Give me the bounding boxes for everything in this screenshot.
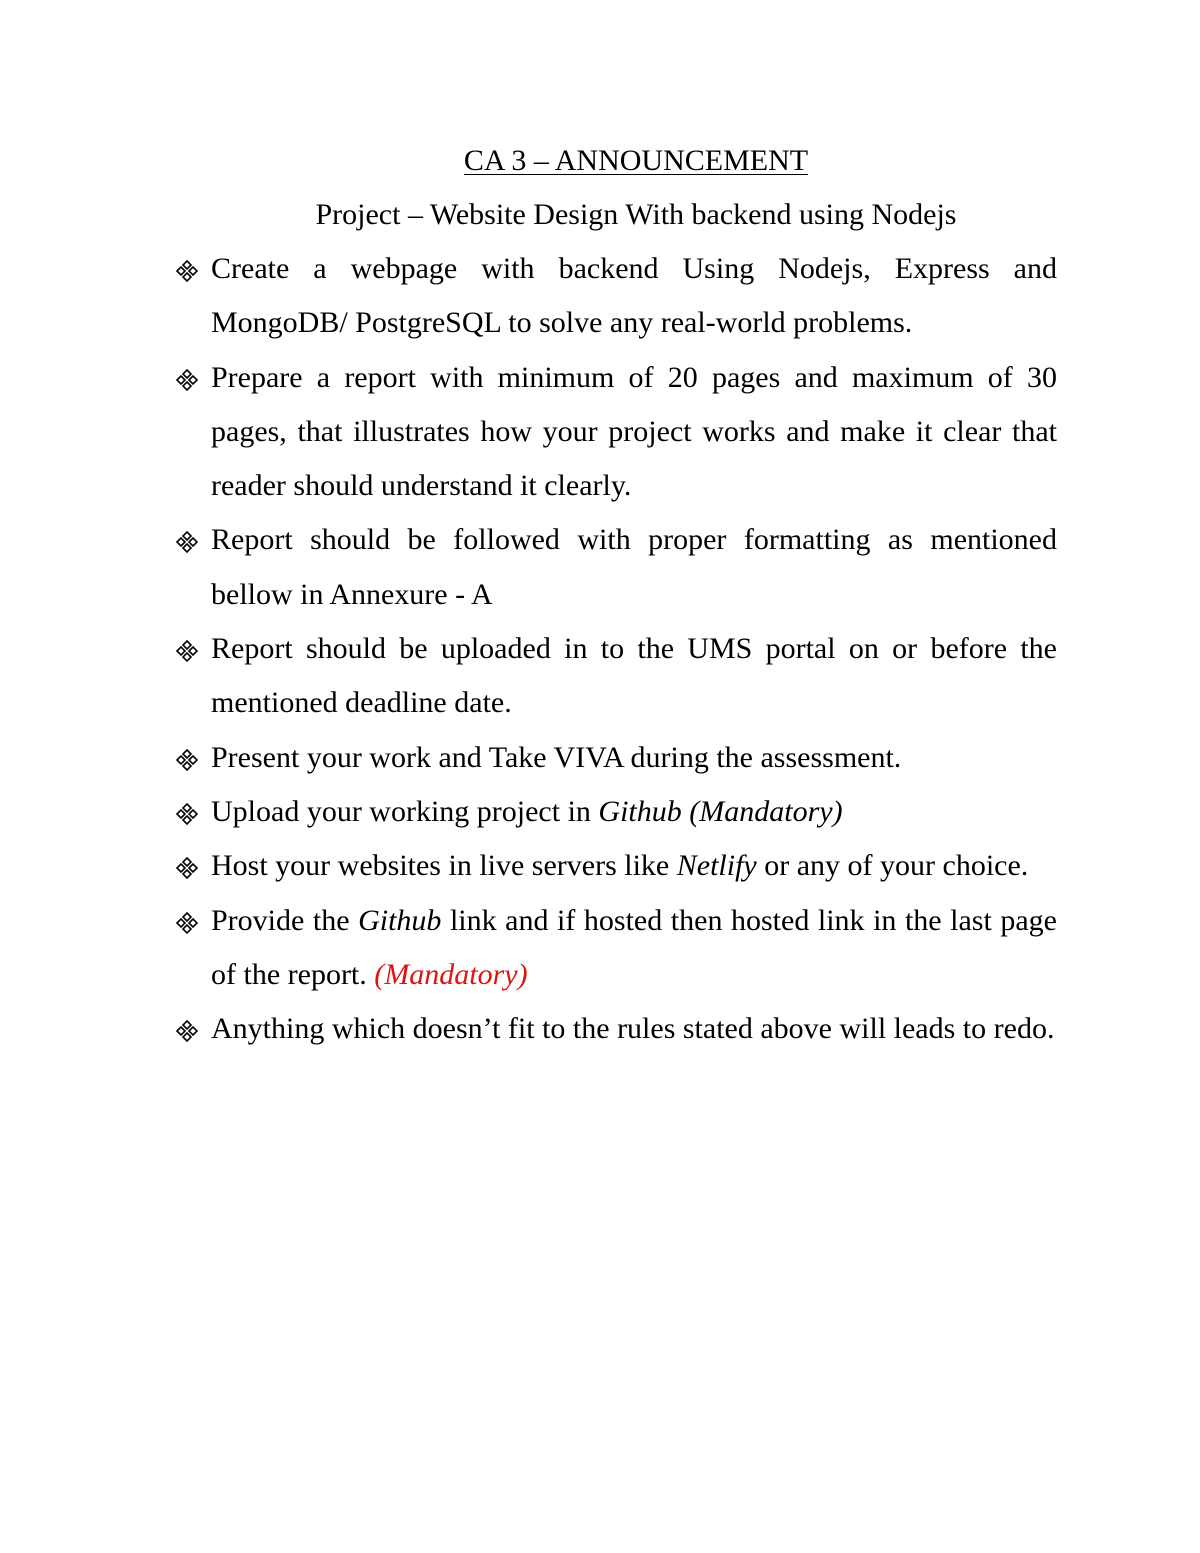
- list-item: [211, 839, 1057, 893]
- four-diamond-icon: [176, 640, 198, 662]
- list-item: [211, 513, 1057, 622]
- list-item: [211, 731, 1057, 785]
- list-item: [211, 351, 1057, 514]
- list-item-italic: Netlify: [676, 849, 757, 883]
- list-item-text: Present your work and Take VIVA during the assessment.: [211, 740, 902, 774]
- list-item: [211, 622, 1057, 731]
- list-item-text: Provide the: [211, 903, 359, 937]
- list-item-text: Create a webpage with backend Using Nodejs, Express and MongoDB/ PostgreSQL to solve any real-world problems.: [211, 252, 1057, 340]
- list-item-text: Report should be uploaded in to the UMS portal on or before the mentioned deadline date.: [211, 632, 1057, 720]
- list-item-text: Anything which doesn’t fit to the rules stated above will leads to redo.: [211, 1012, 1055, 1046]
- list-item: [211, 242, 1057, 351]
- list-item-italic: Github (Mandatory): [598, 794, 843, 828]
- list-item-italic: Github: [358, 903, 442, 937]
- list-item-text: Upload your working project in: [211, 794, 599, 828]
- list-item: [211, 785, 1057, 839]
- list-item-text-after: or any of your choice.: [756, 849, 1029, 883]
- list-item-text: Report should be followed with proper formatting as mentioned bellow in Annexure - A: [211, 523, 1057, 611]
- list-item-text-after: link and if hosted then hosted link in the last page of the report.: [211, 903, 1057, 991]
- list-item: [211, 894, 1057, 1003]
- four-diamond-icon: [176, 1020, 198, 1042]
- four-diamond-icon: [176, 369, 198, 391]
- four-diamond-icon: [176, 531, 198, 553]
- four-diamond-icon: [176, 912, 198, 934]
- requirements-list: [211, 242, 1057, 1056]
- page-title: CA 3 – ANNOUNCEMENT: [463, 144, 809, 177]
- four-diamond-icon: [176, 749, 198, 771]
- four-diamond-icon: [176, 803, 198, 825]
- four-diamond-icon: [176, 260, 198, 282]
- list-item: [211, 1002, 1057, 1056]
- four-diamond-icon: [176, 857, 198, 879]
- list-item-text: Prepare a report with minimum of 20 pages and maximum of 30 pages, that illustrates how your project works and make it clear that reader should understand it clearly.: [211, 360, 1057, 503]
- page-subtitle: Project – Website Design With backend using Nodejs: [315, 198, 957, 231]
- mandatory-note: (Mandatory): [374, 957, 528, 991]
- list-item-text: Host your websites in live servers like: [211, 849, 677, 883]
